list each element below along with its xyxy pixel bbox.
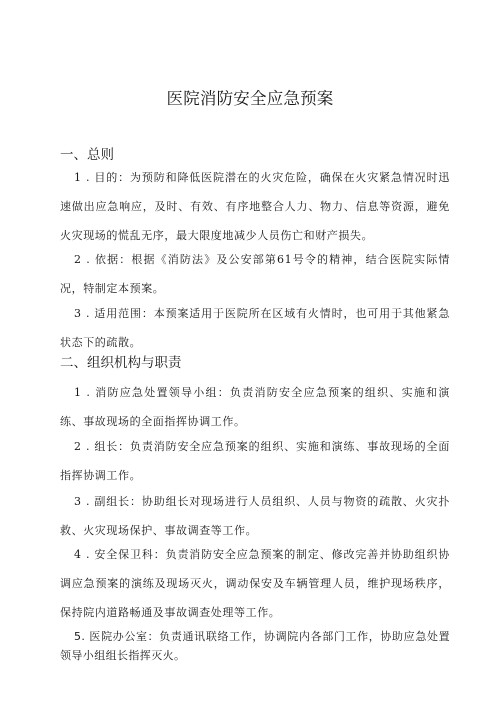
paragraph-basis: 2 . 依据：根据《消防法》及公安部第61号令的精神，结合医院实际情况，特制定本预案。 [60,253,450,295]
paragraph-deputy-leader: 3 . 副组长：协助组长对现场进行人员组织、人员与物资的疏散、火灾扑救、火灾现场保护、事故调查等工作。 [60,495,450,537]
document-title: 医院消防安全应急预案 [166,89,334,108]
paragraph-scope: 3 . 适用范围：本预案适用于医院所在区域有火情时，也可用于其他紧急状态下的疏散。 [60,307,450,349]
paragraph-leader: 2 . 组长：负责消防安全应急预案的组织、实施和演练、事故现场的全面指挥协调工作。 [60,440,450,482]
paragraph-security-dept: 4 . 安全保卫科：负责消防安全应急预案的制定、修改完善并协助组织协调应急预案的演练及现场灭火，调动保安及车辆管理人员，维护现场秩序，保持院内道路畅通及事故调查处理等工作。 [60,548,450,619]
paragraph-hospital-office: 5. 医院办公室：负责通讯联络工作，协调院内各部门工作，协助应急处置领导小组组长指挥灭火。 [60,630,450,662]
section-heading-organization: 二、组织机构与职责 [60,355,182,371]
paragraph-purpose: 1 . 目的：为预防和降低医院潜在的火灾危险，确保在火灾紧急情况时迅速做出应急响应，及时、有效、有序地整合人力、物力、信息等资源，避免火灾现场的慌乱无序，最大限度地减少人员伤亡和财产损失。 [60,171,450,242]
section-heading-general: 一、总则 [60,147,114,163]
paragraph-leading-group: 1 . 消防应急处置领导小组：负责消防安全应急预案的组织、实施和演练、事故现场的全面指挥协调工作。 [60,386,450,428]
